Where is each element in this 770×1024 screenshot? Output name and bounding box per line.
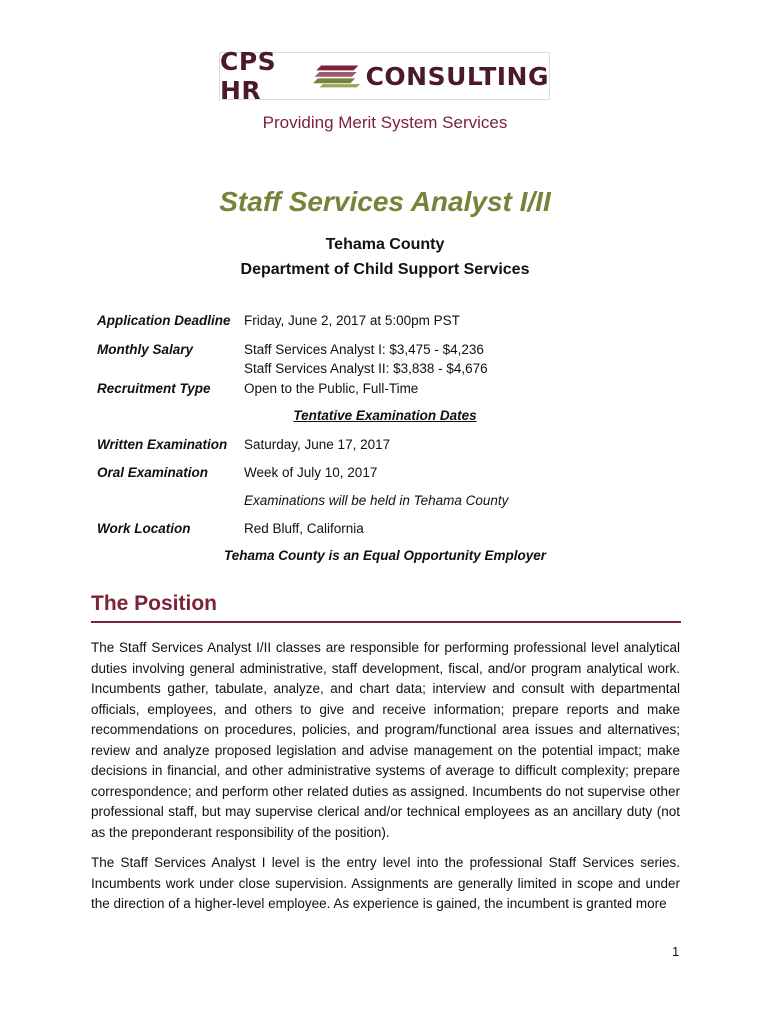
tagline: Providing Merit System Services — [262, 113, 508, 132]
written-exam-value: Saturday, June 17, 2017 — [244, 437, 391, 452]
position-paragraph-2: The Staff Services Analyst I level is the entry level into the professional Staff Services series. Incumbents work under close supervision. Assignments are generally limited in scope and under the direction of a higher-level employee. As experience is gained, the incumbent is granted more — [91, 855, 680, 911]
logo-text-right: CONSULTING — [365, 61, 549, 91]
county-name: Tehama County — [325, 236, 445, 253]
position-paragraph-1: The Staff Services Analyst I/II classes are responsible for performing professional level analytical duties involving general administrative, staff development, fiscal, and/or program analytical work. Incumbents gather, tabulate, analyze, and chart data; interview and consult with departmental officials, employees, and others to give and receive information; prepare reports and make recommendations on procedures, policies, and program/functional area issues and alternatives; review and analyze proposed legislation and advise management on the potential impact; make decisions in financial, and other administrative systems of average to difficult complexity; prepare correspondence; and perform other related duties as assigned. Incumbents do not supervise other professional staff, but may supervise clerical and/or technical employees as an ancillary duty (not as the preponderant responsibility of the position). — [91, 640, 680, 840]
section-title: The Position — [91, 592, 217, 615]
logo-stripes-icon — [313, 61, 360, 91]
logo-text-left: CPS HR — [220, 47, 277, 105]
salary-label: Monthly Salary — [97, 342, 194, 357]
salary-value-2: Staff Services Analyst II: $3,838 - $4,676 — [244, 361, 488, 376]
recruitment-label: Recruitment Type — [97, 381, 211, 396]
page-number: 1 — [672, 944, 680, 959]
work-location-value: Red Bluff, California — [244, 521, 364, 536]
deadline-label: Application Deadline — [97, 313, 231, 328]
oral-exam-value: Week of July 10, 2017 — [244, 465, 378, 480]
written-exam-label: Written Examination — [97, 437, 228, 452]
equal-opportunity-statement: Tehama County is an Equal Opportunity Employer — [223, 548, 547, 563]
exam-dates-heading: Tentative Examination Dates — [293, 408, 477, 423]
exam-location-note: Examinations will be held in Tehama County — [244, 493, 509, 508]
salary-value-1: Staff Services Analyst I: $3,475 - $4,236 — [244, 342, 484, 357]
recruitment-value: Open to the Public, Full-Time — [244, 381, 419, 396]
company-logo — [219, 47, 550, 105]
section-divider — [91, 621, 681, 623]
work-location-label: Work Location — [97, 521, 191, 536]
oral-exam-label: Oral Examination — [97, 465, 209, 480]
department-name: Department of Child Support Services — [240, 261, 530, 278]
deadline-value: Friday, June 2, 2017 at 5:00pm PST — [244, 313, 460, 328]
page-title: Staff Services Analyst I/II — [219, 186, 551, 217]
